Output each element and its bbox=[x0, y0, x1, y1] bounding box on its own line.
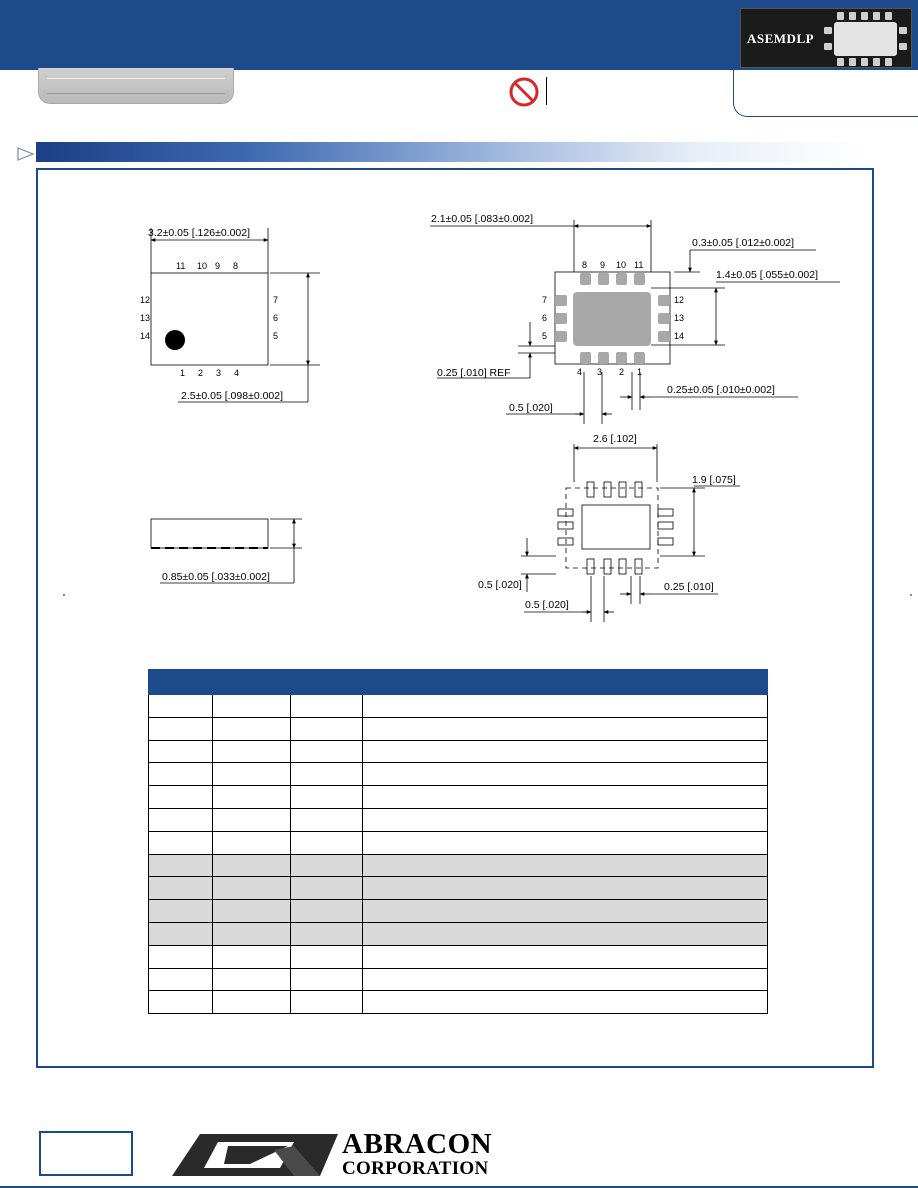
pin-label: 12 bbox=[140, 295, 151, 305]
pin-label: 3 bbox=[216, 368, 222, 378]
table-cell bbox=[363, 900, 768, 923]
table-cell bbox=[149, 968, 213, 991]
pin-label: 9 bbox=[215, 261, 221, 271]
table-cell bbox=[363, 740, 768, 763]
table-cell bbox=[149, 854, 213, 877]
page-number-box bbox=[39, 1131, 133, 1176]
table-cell bbox=[363, 945, 768, 968]
table-cell bbox=[291, 877, 363, 900]
table-row bbox=[149, 922, 768, 945]
table-row bbox=[149, 877, 768, 900]
bottom-pad-width-label: 0.3±0.05 [.012±0.002] bbox=[692, 237, 795, 249]
table-cell bbox=[149, 877, 213, 900]
table-header-cell bbox=[149, 670, 213, 695]
land-pattern bbox=[521, 444, 740, 622]
table-cell bbox=[149, 991, 213, 1014]
bottom-center-label: 1.4±0.05 [.055±0.002] bbox=[716, 269, 819, 281]
table-cell bbox=[363, 968, 768, 991]
top-width-label: 3.2±0.05 [.126±0.002] bbox=[148, 227, 251, 239]
bottom-pad-len-label: 0.25±0.05 [.010±0.002] bbox=[667, 384, 775, 396]
table-row bbox=[149, 900, 768, 923]
table-cell bbox=[291, 740, 363, 763]
table-cell bbox=[363, 854, 768, 877]
table-row bbox=[149, 740, 768, 763]
product-code: ASEMDLP bbox=[747, 31, 815, 46]
pin-label: 14 bbox=[674, 331, 685, 341]
table-row bbox=[149, 717, 768, 740]
table-cell bbox=[291, 900, 363, 923]
land-pad-label: 0.25 [.010] bbox=[664, 581, 714, 593]
table-cell bbox=[291, 922, 363, 945]
table-row bbox=[149, 695, 768, 718]
pin-label: 10 bbox=[616, 260, 627, 270]
pin-label: 4 bbox=[234, 368, 240, 378]
table-cell bbox=[149, 695, 213, 718]
table-cell bbox=[363, 695, 768, 718]
table-row bbox=[149, 945, 768, 968]
pin-label: 11 bbox=[176, 261, 186, 271]
spec-table bbox=[148, 669, 768, 1014]
pin-label: 5 bbox=[273, 331, 279, 341]
table-cell bbox=[149, 808, 213, 831]
table-cell bbox=[149, 831, 213, 854]
table-cell bbox=[363, 877, 768, 900]
table-header-cell bbox=[291, 670, 363, 695]
table-cell bbox=[291, 968, 363, 991]
land-pitch-label: 0.5 [.020] bbox=[525, 599, 569, 611]
pin-label: 10 bbox=[197, 261, 208, 271]
pin1-marker bbox=[165, 330, 185, 350]
table-cell bbox=[213, 922, 291, 945]
table-row bbox=[149, 831, 768, 854]
pin-label: 9 bbox=[600, 260, 606, 270]
table-cell bbox=[291, 717, 363, 740]
pin-label: 2 bbox=[619, 367, 625, 377]
table-cell bbox=[291, 763, 363, 786]
pin-label: 13 bbox=[140, 313, 151, 323]
table-cell bbox=[149, 786, 213, 809]
table-cell bbox=[291, 831, 363, 854]
pin-label: 6 bbox=[273, 313, 279, 323]
table-cell bbox=[291, 854, 363, 877]
table-cell bbox=[149, 740, 213, 763]
pin-label: 6 bbox=[542, 313, 548, 323]
table-header-cell bbox=[213, 670, 291, 695]
pin-label: 11 bbox=[634, 260, 644, 270]
table-cell bbox=[213, 717, 291, 740]
table-cell bbox=[149, 922, 213, 945]
table-cell bbox=[213, 991, 291, 1014]
table-cell bbox=[363, 922, 768, 945]
pin-label: 3 bbox=[597, 367, 603, 377]
table-cell bbox=[213, 854, 291, 877]
table-cell bbox=[213, 740, 291, 763]
table-cell bbox=[213, 945, 291, 968]
table-cell bbox=[149, 763, 213, 786]
table-row bbox=[149, 991, 768, 1014]
table-row bbox=[149, 854, 768, 877]
table-header-cell bbox=[363, 670, 768, 695]
abracon-logo-icon bbox=[170, 1132, 340, 1178]
land-width-label: 2.6 [.102] bbox=[593, 433, 637, 445]
table-cell bbox=[363, 786, 768, 809]
pin-label: 5 bbox=[542, 331, 548, 341]
table-cell bbox=[213, 808, 291, 831]
table-cell bbox=[213, 877, 291, 900]
pin-label: 1 bbox=[180, 368, 186, 378]
table-cell bbox=[291, 991, 363, 1014]
pin-label: 1 bbox=[637, 367, 643, 377]
table-cell bbox=[149, 717, 213, 740]
table-cell bbox=[213, 695, 291, 718]
pin-label: 8 bbox=[233, 261, 239, 271]
table-cell bbox=[149, 900, 213, 923]
table-cell bbox=[363, 717, 768, 740]
side-thickness-label: 0.85±0.05 [.033±0.002] bbox=[162, 571, 270, 583]
table-cell bbox=[213, 968, 291, 991]
table-cell bbox=[213, 763, 291, 786]
bottom-width-label: 2.1±0.05 [.083±0.002] bbox=[431, 213, 534, 225]
table-cell bbox=[363, 831, 768, 854]
pin-label: 4 bbox=[577, 367, 583, 377]
table-row bbox=[149, 763, 768, 786]
bottom-ref-label: 0.25 [.010] REF bbox=[437, 367, 511, 379]
pin-label: 12 bbox=[674, 295, 685, 305]
table-cell bbox=[291, 945, 363, 968]
pin-label: 7 bbox=[273, 295, 279, 305]
table-cell bbox=[291, 786, 363, 809]
land-side-pitch-label: 0.5 [.020] bbox=[478, 579, 522, 591]
table-cell bbox=[363, 808, 768, 831]
land-height-label: 1.9 [.075] bbox=[692, 474, 736, 486]
bottom-pitch-label: 0.5 [.020] bbox=[509, 402, 553, 414]
pin-label: 2 bbox=[198, 368, 204, 378]
company-subtitle: CORPORATION bbox=[342, 1158, 489, 1179]
table-cell bbox=[213, 900, 291, 923]
table-row bbox=[149, 968, 768, 991]
company-name: ABRACON bbox=[342, 1128, 493, 1160]
pin-label: 7 bbox=[542, 295, 548, 305]
table-cell bbox=[213, 831, 291, 854]
table-header-row bbox=[149, 670, 768, 695]
table-row bbox=[149, 808, 768, 831]
table-cell bbox=[363, 991, 768, 1014]
table-cell bbox=[291, 808, 363, 831]
table-cell bbox=[149, 945, 213, 968]
table-cell bbox=[291, 695, 363, 718]
top-height-label: 2.5±0.05 [.098±0.002] bbox=[181, 390, 284, 402]
table-cell bbox=[363, 763, 768, 786]
pin-label: 8 bbox=[582, 260, 588, 270]
table-cell bbox=[213, 786, 291, 809]
table-row bbox=[149, 786, 768, 809]
pin-label: 13 bbox=[674, 313, 685, 323]
pin-label: 14 bbox=[140, 331, 151, 341]
